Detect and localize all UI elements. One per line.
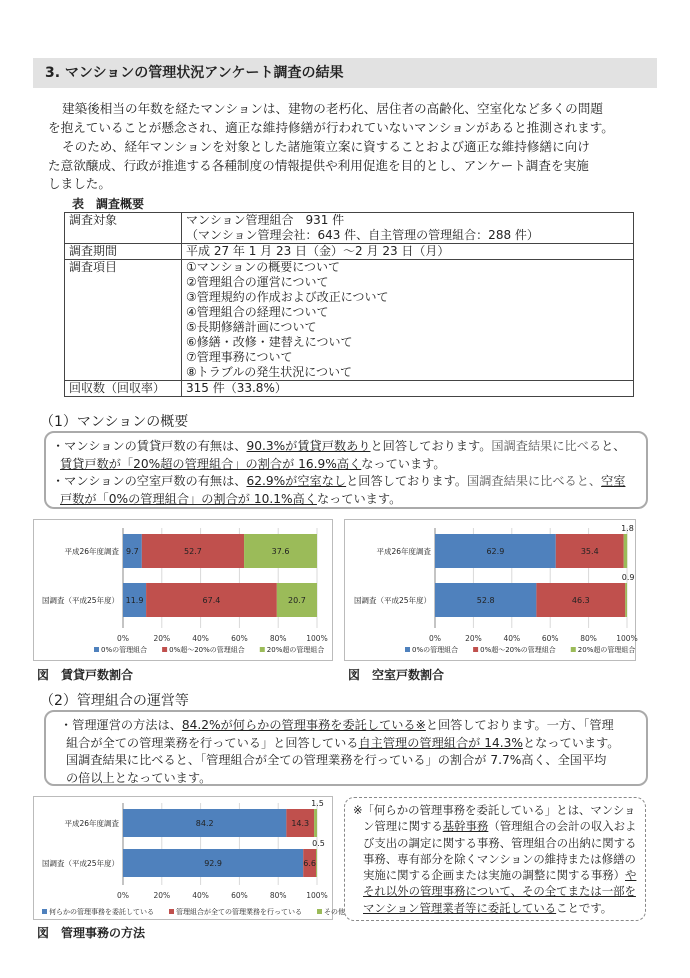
table-value: ①マンションの概要について ②管理組合の運営について ③管理規約の作成および改正について ④管理組合の経理について ⑤長期修繕計画について ⑥修繕・改修・建替えについて ⑦管理事務について ⑧トラブルの発生状況について xyxy=(182,260,634,381)
intro-p1-line: 建築後相当の年数を経たマンションは、建物の老朽化、居住者の高齢化、空室化など多くの問題 xyxy=(62,101,603,116)
legend-label: 0%の管理組合 xyxy=(412,646,459,654)
x-tick-label: 0% xyxy=(429,634,441,643)
category-label: 平成26年度調査 xyxy=(376,547,431,556)
section-title: 3. マンションの管理状況アンケート調査の結果 xyxy=(33,58,657,88)
table-key: 調査期間 xyxy=(65,244,182,260)
data-label: 9.7 xyxy=(126,547,139,556)
bar-segment xyxy=(625,583,627,617)
summary-box-2 xyxy=(44,710,648,786)
data-label: 52.7 xyxy=(184,547,202,556)
figure-caption: 図 管理事務の方法 xyxy=(37,926,146,940)
table-row xyxy=(65,381,634,397)
table-value: 315 件（33.8%） xyxy=(182,381,634,397)
data-label: 11.9 xyxy=(125,596,144,605)
data-label: 67.4 xyxy=(202,596,221,605)
data-label: 92.9 xyxy=(204,859,223,868)
data-label: 52.8 xyxy=(476,596,495,605)
legend-swatch xyxy=(405,647,410,652)
x-tick-label: 20% xyxy=(465,634,482,643)
intro-p1-line: を抱えていることが懸念され、適正な維持修繕が行われていないマンションがあると推測されます。 xyxy=(48,119,614,135)
table-caption: 表 調査概要 xyxy=(72,197,145,211)
legend-swatch xyxy=(317,909,322,914)
table-value: マンション管理組合 931 件 （マンション管理会社：643 件、自主管理の管理組合：288 件） xyxy=(182,213,634,244)
data-label: 0.5 xyxy=(312,839,325,848)
chart-svg xyxy=(345,520,638,660)
table-key: 回収数（回収率） xyxy=(65,381,182,397)
x-tick-label: 60% xyxy=(541,634,559,643)
x-tick-label: 40% xyxy=(503,634,521,643)
x-tick-label: 0% xyxy=(117,891,129,900)
x-tick-label: 20% xyxy=(153,634,171,643)
x-tick-label: 80% xyxy=(580,634,597,643)
category-label: 平成26年度調査 xyxy=(64,547,119,556)
x-tick-label: 100% xyxy=(616,634,638,643)
table-row xyxy=(65,213,634,244)
data-label: 1.8 xyxy=(621,524,634,533)
legend-swatch xyxy=(162,647,167,652)
data-label: 1.5 xyxy=(311,799,324,808)
x-tick-label: 80% xyxy=(269,634,287,643)
subsection-heading-1: （1）マンションの概要 xyxy=(40,414,189,430)
legend-swatch xyxy=(473,647,478,652)
bar-segment xyxy=(316,849,317,877)
category-label: 国調査（平成25年度） xyxy=(41,859,119,868)
chart-management-method xyxy=(33,796,345,920)
chart-rental-units xyxy=(33,519,333,661)
data-label: 6.6 xyxy=(303,859,316,868)
legend-label: 管理組合が全ての管理業務を行っている xyxy=(176,908,302,916)
intro-p2-line: た意欲醸成、行政が推進する各種制度の情報提供や利用促進を目的とし、アンケート調査を実施 xyxy=(48,157,589,173)
paragraph-line: の倍以上となっています。 xyxy=(66,770,212,785)
figure-caption: 図 賃貸戸数割合 xyxy=(37,668,134,682)
data-label: 35.4 xyxy=(580,547,599,556)
legend-label: 0%超～20%の管理組合 xyxy=(480,646,556,654)
bullet-1: ・マンションの賃貸戸数の有無は、90.3%が賃貸戸数ありと回答しております。国調査結果に比べると、賃貸戸数が「20%超の管理組合」の割合が 16.9%高くなっています。 xyxy=(52,439,626,471)
paragraph-line: ・管理運営の方法は、84.2%が何らかの管理事務を委託している※と回答しております。一方、「管理 xyxy=(60,718,614,732)
figure-caption: 図 空室戸数割合 xyxy=(348,668,445,682)
survey-table xyxy=(64,212,634,397)
summary-box-1 xyxy=(44,431,648,509)
bar-segment xyxy=(624,534,627,568)
chart-vacant-units xyxy=(344,519,636,661)
x-tick-label: 100% xyxy=(306,891,328,900)
data-label: 84.2 xyxy=(195,819,214,828)
table-value: 平成 27 年 1 月 23 日（金）～2 月 23 日（月） xyxy=(182,244,634,260)
table-row xyxy=(65,244,634,260)
x-tick-label: 80% xyxy=(269,891,287,900)
paragraph-line: 組合が全ての管理業務を行っている」と回答している自主管理の管理組合が 14.3%となっています。 xyxy=(66,735,620,750)
data-label: 0.9 xyxy=(621,573,635,582)
legend-label: 0%の管理組合 xyxy=(101,646,148,654)
chart-svg xyxy=(34,520,332,660)
table-key: 調査項目 xyxy=(65,260,182,381)
intro-p2-line: しました。 xyxy=(48,176,111,191)
legend-swatch xyxy=(260,647,265,652)
intro-paragraph-1 xyxy=(48,100,648,137)
paragraph-line: 国調査結果に比べると、「管理組合が全ての管理業務を行っている」の割合が 7.7%高く、全国平均 xyxy=(66,753,607,767)
x-tick-label: 0% xyxy=(117,634,129,643)
category-label: 国調査（平成25年度） xyxy=(41,596,119,605)
x-tick-label: 60% xyxy=(231,891,248,900)
legend-swatch xyxy=(571,647,576,652)
table-key: 調査対象 xyxy=(65,213,182,244)
bullet-2: ・マンションの空室戸数の有無は、62.9%が空室なしと回答しております。国調査結果に比べると、空室戸数が「0%の管理組合」の割合が 10.1%高くなっています。 xyxy=(52,474,626,506)
legend-swatch xyxy=(94,647,99,652)
x-tick-label: 100% xyxy=(306,634,328,643)
x-tick-label: 20% xyxy=(153,891,171,900)
subsection-heading-2: （2）管理組合の運営等 xyxy=(40,693,189,709)
data-label: 46.3 xyxy=(571,596,590,605)
bar-segment xyxy=(314,809,317,837)
category-label: 平成26年度調査 xyxy=(64,819,119,828)
intro-paragraph-2 xyxy=(48,138,648,194)
legend-label: その他 xyxy=(324,908,345,916)
legend-label: 20%超の管理組合 xyxy=(577,646,636,654)
chart-svg xyxy=(34,797,345,919)
data-label: 62.9 xyxy=(486,547,505,556)
data-label: 20.7 xyxy=(288,596,306,605)
legend-swatch xyxy=(42,909,47,914)
intro-p2-line: そのため、経年マンションを対象とした諸施策立案に資することおよび適正な維持修繕に向け xyxy=(62,139,590,154)
data-label: 14.3 xyxy=(291,819,310,828)
x-tick-label: 60% xyxy=(231,634,248,643)
legend-label: 0%超～20%の管理組合 xyxy=(169,646,245,654)
table-row xyxy=(65,260,634,381)
legend-label: 20%超の管理組合 xyxy=(266,646,325,654)
x-tick-label: 40% xyxy=(192,634,209,643)
data-label: 37.6 xyxy=(271,547,290,556)
x-tick-label: 40% xyxy=(192,891,209,900)
legend-label: 何らかの管理事務を委託している xyxy=(49,908,154,916)
category-label: 国調査（平成25年度） xyxy=(353,596,431,605)
legend-swatch xyxy=(169,909,174,914)
footnote-box xyxy=(344,797,646,921)
footnote-text: ※「何らかの管理事務を委託している」とは、マンション管理に関する基幹事務（管理組合の会計の収入および支出の調定に関する事務、管理組合の出納に関する事務、専有部分を除くマンションの維持または修繕の実施に関する企画または実施の調整に関する事務）やそれ以外の管理事務について、その全てまたは一部をマンション管理業者等に委託していることです。 xyxy=(353,803,637,915)
